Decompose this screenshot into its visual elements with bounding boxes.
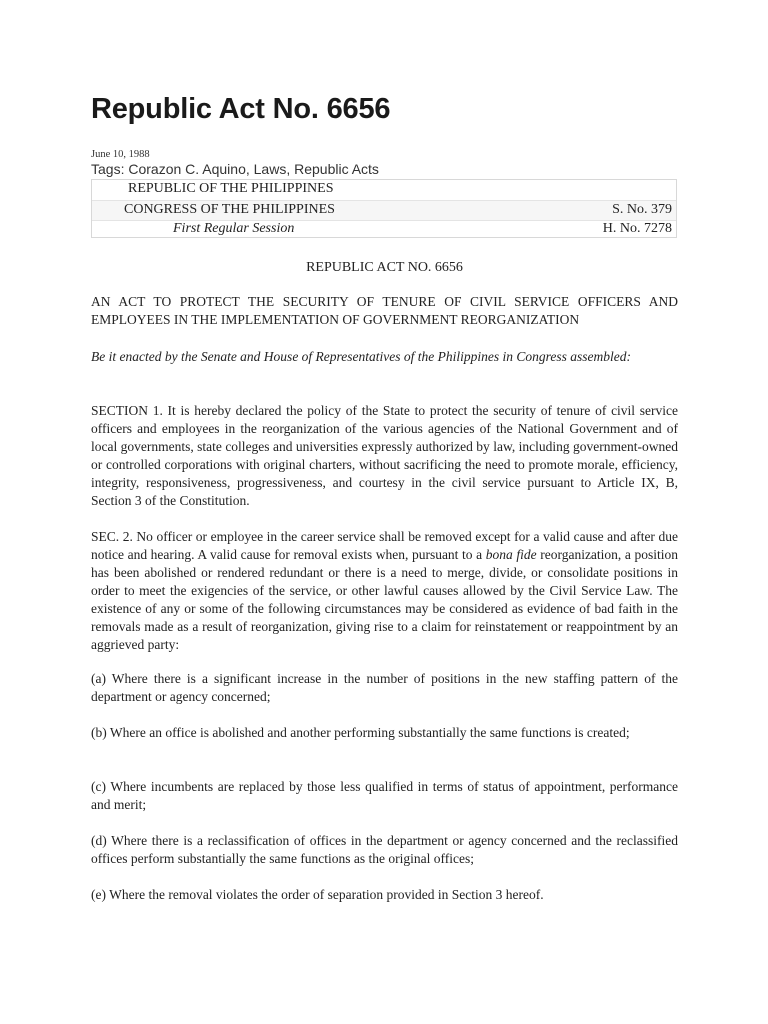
section-2 <box>91 528 678 654</box>
list-item-b: (b) Where an office is abolished and another performing substantially the same functions is created; <box>91 725 630 740</box>
publication-date: June 10, 1988 <box>91 149 150 160</box>
act-heading: REPUBLIC ACT NO. 6656 <box>306 260 463 275</box>
header-row-left: CONGRESS OF THE PHILIPPINES <box>124 202 335 217</box>
tags-line: Tags: Corazon C. Aquino, Laws, Republic Acts <box>91 161 379 177</box>
act-header-table <box>91 179 677 238</box>
house-bill-number: H. No. 7278 <box>602 221 672 236</box>
enacting-clause: Be it enacted by the Senate and House of Representatives of the Philippines in Congress assembled: <box>91 349 632 364</box>
section-2-text: reorganization, a position has been abolished or rendered redundant or there is a need to merge, divide, or consolidate positions in order to meet the exigencies of the service, or other lawful causes allowed by the Civil Service Law. The existence of any or some of the following circumstances may be considered as evidence of bad faith in the removals made as a result of reorganization, giving rise to a claim for reinstatement or reappointment by an aggrieved party: <box>91 547 679 652</box>
section-2-italic: bona fide <box>485 547 537 562</box>
list-item-a: (a) Where there is a significant increase in the number of positions in the new staffing pattern of the department or agency concerned; <box>91 671 678 704</box>
list-item-d: (d) Where there is a reclassification of offices in the department or agency concerned and the reclassified offices perform substantially the same functions as the original offices; <box>91 833 678 866</box>
header-row <box>92 180 676 199</box>
senate-bill-number: S. No. 379 <box>612 202 672 217</box>
header-row-left: REPUBLIC OF THE PHILIPPINES <box>128 181 334 196</box>
list-item-c: (c) Where incumbents are replaced by those less qualified in terms of status of appointment, performance and merit; <box>91 779 678 812</box>
page-title: Republic Act No. 6656 <box>91 93 391 125</box>
section-2-text: SEC. 2. No officer or employee in the career service shall be removed except for a valid cause and after due notice and hearing. A valid cause for removal exists when, pursuant to a <box>91 529 678 562</box>
header-row <box>92 200 676 221</box>
act-title: AN ACT TO PROTECT THE SECURITY OF TENURE OF CIVIL SERVICE OFFICERS AND EMPLOYEES IN THE IMPLEMENTATION OF GOVERNMENT REORGANIZATION <box>91 294 678 327</box>
header-row <box>92 220 676 239</box>
section-1: SECTION 1. It is hereby declared the policy of the State to protect the security of tenure of civil service officers and employees in the reorganization of the various agencies of the National Government and of local governments, state colleges and universities expressly authorized by law, including government-owned or controlled corporations with original charters, without sacrificing the need to promote morale, efficiency, integrity, responsiveness, progressiveness, and courtesy in the civil service pursuant to Article IX, B, Section 3 of the Constitution. <box>91 403 678 508</box>
session-label: First Regular Session <box>173 221 295 236</box>
list-item-e: (e) Where the removal violates the order of separation provided in Section 3 hereof. <box>91 887 544 902</box>
